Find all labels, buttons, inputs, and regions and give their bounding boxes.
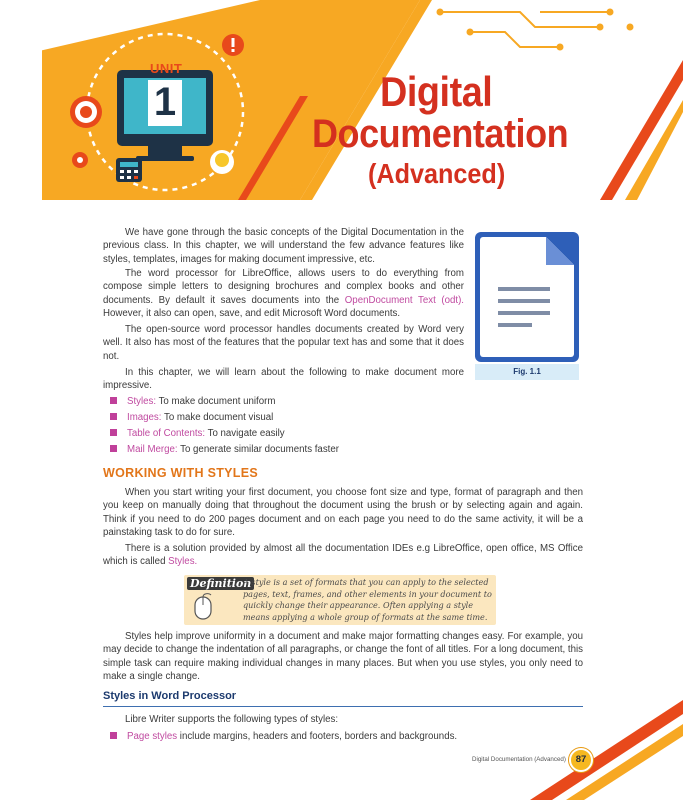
chapter-title-line2: Documentation: [312, 112, 569, 156]
working-paragraph-2: [103, 542, 583, 569]
chapter-banner: [0, 0, 683, 200]
section-heading-working-with-styles: WORKING WITH STYLES: [103, 466, 258, 480]
document-icon: [480, 237, 574, 357]
bullet-square-icon: [110, 445, 117, 452]
intro-paragraph-3: The open-source word processor handles documents created by Word very well. It also has most of the features that the popular text has and some that it does not.: [103, 324, 464, 362]
styles-wp-paragraph: Libre Writer supports the following types of styles:: [125, 714, 339, 725]
styles-link[interactable]: Styles.: [168, 556, 198, 568]
unit-label: UNIT: [150, 61, 183, 76]
intro-paragraph-4: In this chapter, we will learn about the following to make document more impressive.: [103, 367, 464, 392]
bullet-square-icon: [110, 429, 117, 436]
footer-chapter-title: Digital Documentation (Advanced): [472, 756, 566, 763]
chapter-title-line3: (Advanced): [368, 158, 506, 189]
definition-label: Definition: [187, 577, 254, 590]
bullet-toc: [110, 427, 285, 440]
definition-text: A style is a set of formats that you can apply to the selected pages, text, frames, and other elements in your document to quickly change their appearance. Often applying a style means applying a whole group of formats at the same time.: [243, 577, 492, 622]
mouse-icon: [192, 593, 214, 621]
intro-p2-text-b: However, it also can open, save, and edit Microsoft Word documents.: [103, 308, 401, 320]
intro-p2-text-a: The word processor for LibreOffice, allows users to do everything from compose simple letters to designing brochures and complex books and other documents. By default it saves documents into the: [103, 268, 464, 306]
odt-link[interactable]: OpenDocument Text (odt).: [344, 294, 464, 306]
bullet-images: [110, 411, 273, 424]
bullet-text: To make document visual: [161, 412, 274, 423]
document-figure: [475, 232, 579, 362]
page-number: 87: [569, 748, 593, 772]
bullet-square-icon: [110, 413, 117, 420]
bullet-text: To navigate easily: [205, 428, 285, 439]
bullet-mail-merge: [110, 443, 339, 456]
bullet-term[interactable]: Mail Merge:: [127, 444, 178, 455]
banner-background: [0, 0, 683, 200]
bullet-term[interactable]: Table of Contents:: [127, 428, 206, 439]
bullet-text: To make document uniform: [156, 396, 276, 407]
bullet-styles: [110, 395, 275, 408]
figure-caption: Fig. 1.1: [475, 364, 579, 380]
bullet-term[interactable]: Images:: [127, 412, 162, 423]
subsection-heading-styles-in-word-processor: Styles in Word Processor: [103, 690, 237, 702]
bullet-term[interactable]: Page styles: [127, 731, 178, 742]
chapter-title-line1: Digital: [380, 68, 493, 115]
bullet-term[interactable]: Styles:: [127, 396, 157, 407]
working-p2-text: There is a solution provided by almost all the documentation IDEs e.g LibreOffice, open office, MS Office which is called: [103, 543, 583, 568]
working-paragraph-1: When you start writing your first document, you choose font size and type, format of paragraph and then you keep on manually doing that throughout the document using the brush or by selecting again and again. Think if you need to do 200 pages document and on each page you need to do the same activity, it will be a painstaking task to do for sure.: [103, 487, 583, 539]
intro-paragraph-1: We have gone through the basic concepts of the Digital Documentation in the previous class. In this chapter, we will understand the few advance features like styles, templates, images for making document impressive, etc.: [103, 227, 464, 265]
intro-paragraph-2: [103, 267, 464, 321]
unit-number: 1: [153, 80, 177, 124]
bullet-text: include margins, headers and footers, borders and backgrounds.: [177, 731, 458, 742]
bullet-square-icon: [110, 397, 117, 404]
bullet-text: To generate similar documents faster: [177, 444, 339, 455]
working-paragraph-3: Styles help improve uniformity in a document and make major formatting changes easy. For example, you may decide to change the indentation of all paragraphs, or change the font of all titles. For a long document, this simple task can require making individual changes in many places. But when you use styles, you only need to make a single change.: [103, 631, 583, 683]
